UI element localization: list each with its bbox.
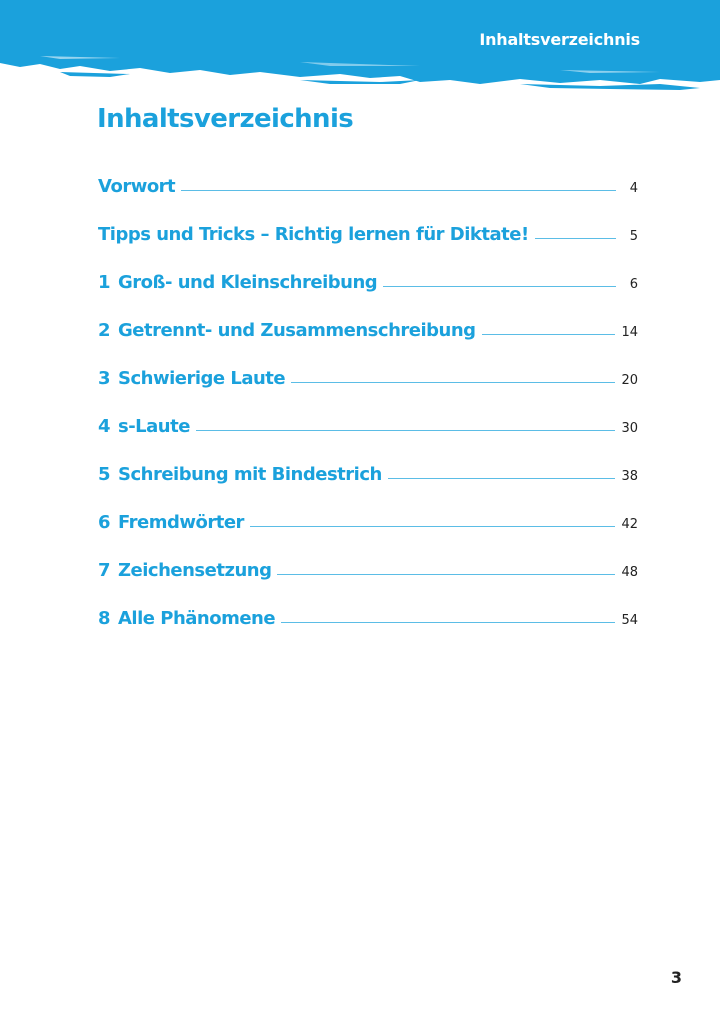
toc-page-number: 54 [621,613,638,628]
toc-leader-line [388,478,616,479]
toc-entry-label [98,320,476,341]
toc-entry-chapter-6[interactable] [98,512,638,560]
toc-entry-chapter-4[interactable] [98,416,638,464]
toc-chapter-title: Getrennt- und Zusammenschreibung [118,320,476,341]
toc-entry-chapter-7[interactable] [98,560,638,608]
footer-page-number: 3 [670,968,682,987]
toc-entry-chapter-1[interactable] [98,272,638,320]
toc-entry-label [98,272,377,293]
toc-leader-line [196,430,616,431]
toc-page-number: 4 [629,181,638,196]
toc-page-number: 6 [629,277,638,292]
toc-chapter-number: 5 [98,464,111,485]
toc-chapter-number: 7 [98,560,111,581]
toc-chapter-number: 6 [98,512,111,533]
toc-chapter-title: Alle Phänomene [118,608,276,629]
toc-entry-chapter-5[interactable] [98,464,638,512]
table-of-contents [98,176,638,656]
toc-chapter-title: Zeichensetzung [118,560,272,581]
header-title: Inhaltsverzeichnis [479,30,640,49]
toc-page-number: 20 [621,373,638,388]
toc-page-number: 38 [621,469,638,484]
toc-entry-label [98,416,190,437]
toc-page-number: 48 [621,565,638,580]
toc-entry-chapter-3[interactable] [98,368,638,416]
page-title: Inhaltsverzeichnis [97,104,354,134]
toc-entry-label [98,464,382,485]
toc-entry-label [98,368,285,389]
toc-entry-chapter-2[interactable] [98,320,638,368]
toc-leader-line [291,382,615,383]
toc-leader-line [181,190,616,191]
toc-leader-line [482,334,616,335]
toc-leader-line [383,286,616,287]
toc-entry-label [98,512,244,533]
toc-leader-line [281,622,615,623]
toc-chapter-number: 8 [98,608,111,629]
toc-leader-line [535,238,616,239]
toc-leader-line [250,526,616,527]
toc-entry-label: Vorwort [98,176,176,197]
toc-chapter-number: 1 [98,272,111,293]
toc-chapter-title: Schwierige Laute [118,368,286,389]
toc-chapter-title: Schreibung mit Bindestrich [118,464,382,485]
toc-page-number: 30 [621,421,638,436]
toc-chapter-title: Groß- und Kleinschreibung [118,272,378,293]
toc-chapter-number: 2 [98,320,111,341]
toc-chapter-number: 3 [98,368,111,389]
toc-page-number: 14 [621,325,638,340]
toc-chapter-title: s-Laute [118,416,190,437]
toc-page-number: 5 [629,229,638,244]
toc-entry-label [98,560,271,581]
toc-entry-vorwort[interactable] [98,176,638,224]
toc-leader-line [277,574,615,575]
toc-chapter-title: Fremdwörter [118,512,244,533]
toc-entry-label: Tipps und Tricks – Richtig lernen für Diktate! [98,224,529,245]
toc-entry-tipps-und-tricks[interactable] [98,224,638,272]
toc-entry-label [98,608,275,629]
toc-chapter-number: 4 [98,416,111,437]
toc-page-number: 42 [621,517,638,532]
toc-entry-chapter-8[interactable] [98,608,638,656]
